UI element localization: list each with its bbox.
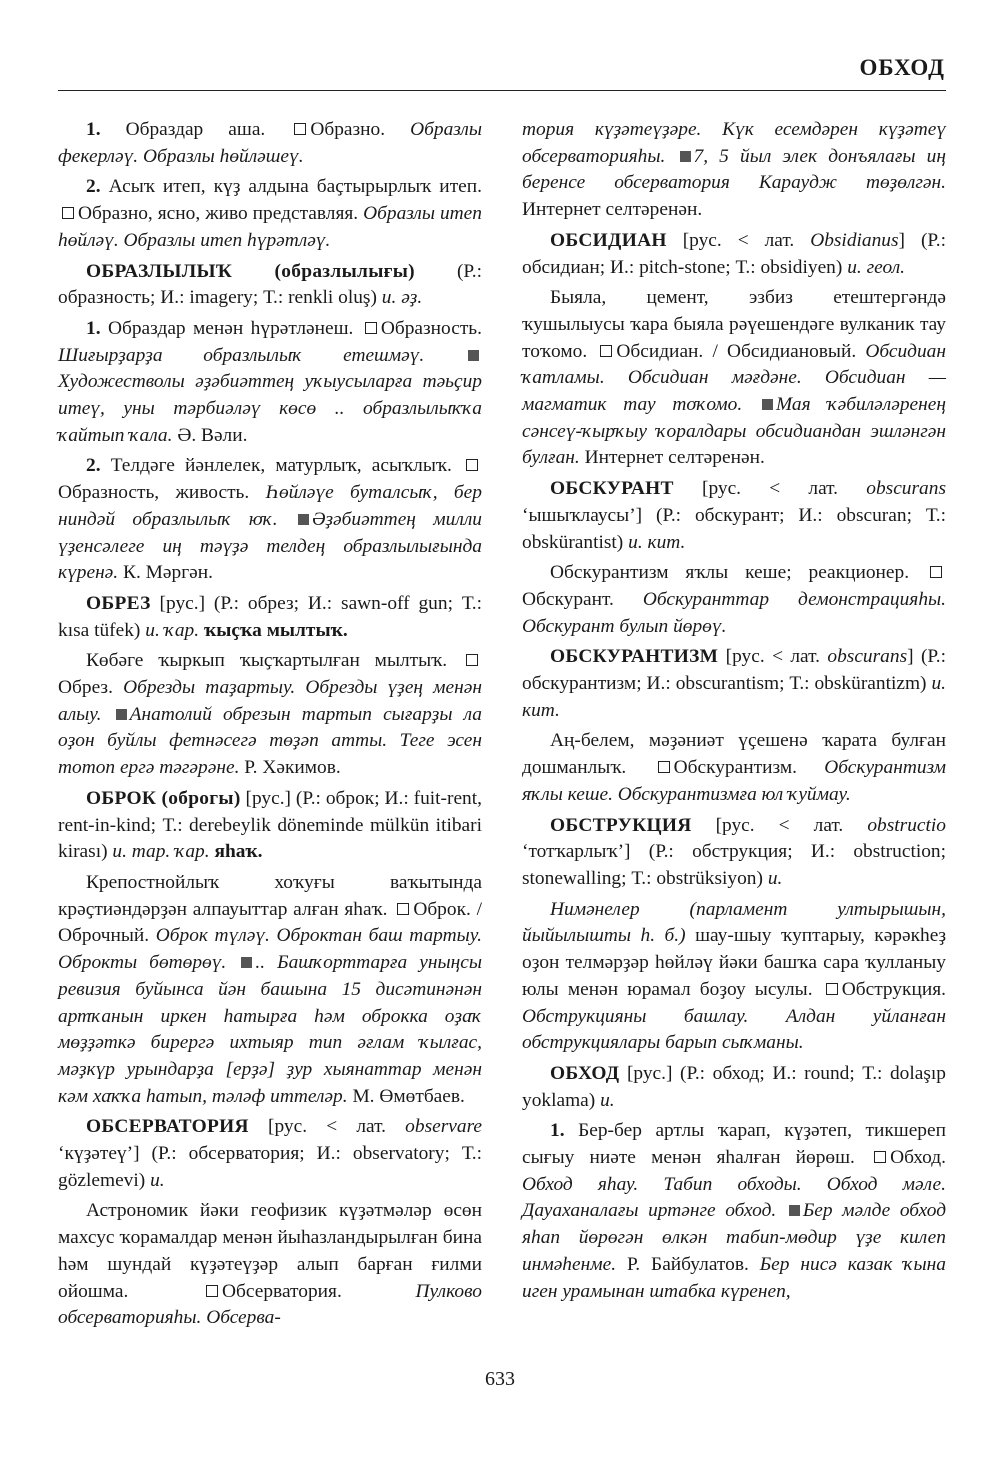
russian-equivalent-marker-icon <box>826 983 838 995</box>
etymology: [рус. < лат. <box>268 1116 386 1138</box>
usage-example: Шиғырҙарҙа образлылыҡ етешмәү. <box>58 344 425 366</box>
grammar-labels: и. геол. <box>847 256 906 278</box>
citation-author: Ә. Вәли. <box>177 424 248 446</box>
literary-citation: Художестволы әҙәбиәттең уҡыусыларға тәьҫир итеү, уны тәрбиәләү көсө .. образлылыҡҡа ҡайтып ҡала. <box>58 371 482 446</box>
sense-definition: Аң-белем, мәҙәниәт үҫешенә ҡарата булған дошманлыҡ. <box>522 730 946 779</box>
entry-obrez <box>58 591 482 644</box>
entry-obskurant <box>522 476 946 556</box>
russian-equivalent-marker-icon <box>600 345 612 357</box>
usage-example: тория күҙәтеүҙәре. Күк есемдәрен күҙәтеү обсерваторияһы. <box>522 119 946 167</box>
sense-number: 1. <box>86 317 101 339</box>
equivalents: ] (Р.: обскурантизм; И.: obscurantism; Т.: obskürantizm) <box>522 646 946 695</box>
russian-equivalent-marker-icon <box>365 322 377 334</box>
citation-marker-icon <box>116 709 127 720</box>
usage-example: Һөйләүе буталсыҡ, бер ниндәй образлылыҡ юҡ. <box>58 482 482 530</box>
sense-definition: Образдар менән һүрәтләнеш. <box>107 317 354 339</box>
usage-example: Обход яһау. Табип обходы. Обход мәле. Дауаханалағы иртәнге обход. <box>522 1173 946 1222</box>
citation-author: М. Өмөтбаев. <box>352 1085 465 1107</box>
synonym-reference: ҡыҫҡа мылтыҡ. <box>203 619 348 641</box>
entry-paragraph <box>58 453 482 587</box>
entry-paragraph: 1. Образдар аша. Образно. Образлы фекерләү. Образлы һөйләшеү. <box>58 119 482 167</box>
citation-marker-icon <box>468 350 479 361</box>
equivalents: (Р.: образность; И.: imagery; Т.: renkli oluş) <box>58 260 482 309</box>
literary-citation: .. Башҡорттарға уныңсы ревизия буйынса йән башына 15 дисәтинәнән артҡанын иркен һатырға һәм оброкка оҙаҡ мөҙҙәткә бирергә ихтыяр тип әғлам ҡылғас, мәҙкүр урындарҙа [ерҙә] ҙур хыянаттар менән кәм хаҡҡа һатып, тәләф иттеләр. <box>58 952 482 1107</box>
citation-marker-icon <box>298 514 309 525</box>
citation-author: Интернет селтәренән. <box>584 447 765 469</box>
russian-equivalent-marker-icon <box>930 566 942 578</box>
sense-definition: Көбәге ҡыркып ҡыҫҡартылған мылтыҡ. <box>86 650 448 672</box>
citation-author: Р. Байбулатов. <box>626 1253 749 1275</box>
etymon: obstructio <box>867 814 946 836</box>
russian-equivalent-marker-icon <box>874 1151 886 1163</box>
russian-equivalent-marker-icon <box>206 1285 218 1297</box>
sense-object: Нимәнелер (парламент ултырышын, йыйылышты һ. б.) <box>522 898 946 947</box>
russian-equivalent: Обскурантизм. <box>673 757 797 779</box>
etymon: obscurans <box>827 646 908 668</box>
equivalents: ‘тотҡарлыҡ’] (Р.: обструкция; И.: obstruction; stonewalling; Т.: obstrüksiyon) <box>522 841 946 889</box>
citation-marker-icon <box>241 957 252 968</box>
entry-obsidian <box>522 228 946 281</box>
entry-obskurantizm <box>522 644 946 724</box>
headword: ОБСКУРАНТ <box>550 478 674 500</box>
headword: ОБРОК (оброгы) <box>86 787 241 809</box>
headword: ОБСЕРВАТОРИЯ <box>86 1116 249 1138</box>
sense-definition: Обскурантизм яҡлы кеше; реакционер. <box>550 562 910 584</box>
russian-equivalent-marker-icon <box>294 123 306 135</box>
etymology: [рус. < лат. <box>682 229 795 251</box>
russian-equivalent: Обструкция. <box>841 978 946 1000</box>
entry-paragraph <box>58 316 482 450</box>
etymon: observare <box>405 1116 482 1138</box>
russian-equivalent: Образность, живость. <box>58 482 250 504</box>
russian-equivalent: Обскурант. <box>522 588 614 610</box>
usage-example: Образлы фекерләү. Образлы һөйләшеү. <box>58 119 482 167</box>
etymology: [рус. < лат. <box>725 646 821 668</box>
russian-equivalent: Обсерватория. <box>222 1280 342 1302</box>
russian-equivalent: Образность. <box>380 317 482 339</box>
russian-equivalent-marker-icon <box>466 654 478 666</box>
usage-example: Обскуранттар демонстрацияһы. Обскурант булып йөрөү. <box>522 588 946 637</box>
usage-example: Обскурантизм яҡлы кеше. Обскурантизмға юл ҡуймау. <box>522 757 946 805</box>
usage-example: Обсидиан ҡатламы. Обсидиан мәғдәне. Обсидиан — магматик тау тоҡомо. <box>522 340 946 416</box>
entry-paragraph <box>522 285 946 472</box>
etymon: obscurans <box>866 478 946 500</box>
russian-equivalent-marker-icon <box>62 207 74 219</box>
usage-example: Оброк түләү. Оброктан баш тартыу. Оброкты бөтөрөү. <box>58 925 482 974</box>
header-rule <box>58 90 946 91</box>
russian-equivalent-marker-icon <box>466 459 478 471</box>
grammar-labels: и. ҡар. <box>145 619 200 641</box>
entry-paragraph <box>522 560 946 640</box>
citation-author: К. Мәргән. <box>123 562 213 584</box>
usage-example: Обструкцияны башлау. Алдан уйланған обструкциялары барып сыҡманы. <box>522 1005 946 1054</box>
literary-citation: Бер нисә казак ҡына иген урамынан штабка күренеп, <box>522 1253 946 1302</box>
russian-equivalent: Оброк. / Оброчный. <box>58 898 482 947</box>
entry-paragraph <box>522 1118 946 1305</box>
headword: ОБСИДИАН <box>550 229 667 251</box>
sense-definition: шау-шыу ҡуптарыу, кәрәкһеҙ оҙон телмәрҙәр һөйләү йәки башҡа сара ҡулланыу юлы менән юрамал боҙоу ысулы. <box>522 925 946 1000</box>
russian-equivalent: Обрез. <box>58 677 113 699</box>
sense-definition: Крепостнойлыҡ хоҡуғы ваҡытында крәҫтиәндәрҙән алпауыттар алған яһаҡ. <box>58 871 482 920</box>
citation-author: Р. Хәкимов. <box>244 757 341 779</box>
literary-citation: Әҙәбиәттең милли үҙенсәлеге иң тәүҙә телдең образлылығында күренә. <box>58 508 482 584</box>
grammar-labels: и. тар. ҡар. <box>112 841 210 863</box>
entry-paragraph <box>58 648 482 782</box>
entry-paragraph <box>522 897 946 1057</box>
etymology: [рус. < лат. <box>701 478 839 500</box>
russian-equivalent: Обсидиан. / Обсидиановый. <box>616 340 857 362</box>
entry-obrazlylyk <box>58 259 482 312</box>
headword: ОБСТРУКЦИЯ <box>550 814 692 836</box>
etymology: [рус. < лат. <box>715 814 844 836</box>
russian-equivalent: Обход. <box>890 1147 946 1169</box>
entry-paragraph <box>522 117 946 224</box>
headword: ОБСКУРАНТИЗМ <box>550 646 719 668</box>
equivalents: ‘күҙәтеү’] (Р.: обсерватория; И.: observatory; Т.: gözlemevi) <box>58 1143 482 1191</box>
entry-obrok <box>58 786 482 866</box>
equivalents: [рус.] (Р.: обход; И.: round; Т.: dolaşıp yoklama) <box>522 1062 946 1111</box>
synonym-reference: яһаҡ. <box>214 841 263 863</box>
page-number: 633 <box>485 1368 515 1390</box>
grammar-labels: и. кит. <box>522 673 946 721</box>
sense-number: 1. <box>550 1120 565 1142</box>
usage-example: Пулково обсерваторияһы. Обсерва- <box>58 1280 482 1329</box>
equivalents: [рус.] (Р.: обрез; И.: sawn-off gun; Т.: kısa tüfek) <box>58 592 482 641</box>
headword: ОБРЕЗ <box>86 592 151 614</box>
usage-example: Образлы итеп һөйләү. Образлы итеп һүрәтләү. <box>58 203 482 251</box>
grammar-labels: и. әҙ. <box>381 287 423 309</box>
citation-marker-icon <box>762 399 773 410</box>
literary-citation: 7, 5 йыл элек донъялағы иң беренсе обсерватория Караудж төҙөлгән. <box>522 145 946 194</box>
russian-equivalent: Образно. <box>310 119 386 140</box>
entry-obkhod <box>522 1061 946 1114</box>
entry-paragraph <box>58 870 482 1110</box>
sense-definition: Быяла, цемент, эзбиз етештергәндә ҡушылыусы ҡара быяла рәүешендәге вулканик тау тоҡомо. <box>522 287 946 362</box>
literary-citation: Мая ҡәбиләләренең сәнсеү-ҡырҡыу ҡоралдары обсидиандан эшләнгән булған. <box>522 394 946 469</box>
sense-definition: Образдар аша. <box>125 119 266 140</box>
usage-example: Обрезды таҙартыу. Обрезды үҙең менән алыу. <box>58 677 482 725</box>
etymon: Obsidianus <box>810 229 899 251</box>
headword: ОБРАЗЛЫЛЫҠ (образлылығы) <box>86 260 415 282</box>
citation-marker-icon <box>789 1205 800 1216</box>
sense-definition: Астрономик йәки геофизик күҙәтмәләр өсөн махсус ҡорамалдар менән йыһазландырылған бина һәм шундай күҙәтеүҙәр алып барған ғилми ойошма. <box>58 1200 482 1302</box>
entry-paragraph <box>522 728 946 808</box>
entry-obstruktsiya <box>522 813 946 893</box>
sense-definition: Бер-бер артлы ҡарап, күҙәтеп, тикшереп сығыу ниәте менән яһалған йөрөш. <box>522 1120 946 1169</box>
literary-citation: Анатолий обрезын тартып сығарҙы ла оҙон буйлы фетнәсегә төҙәп атты. Теге эсен тотоп ергә тәгәрәне. <box>58 703 482 779</box>
left-column <box>58 117 482 1336</box>
sense-definition: Телдәге йәнлелек, матурлыҡ, асыҡлыҡ. <box>110 455 452 477</box>
russian-equivalent-marker-icon <box>658 761 670 773</box>
citation-author: Интернет селтәренән. <box>522 199 703 221</box>
entry-observatoriya <box>58 1114 482 1194</box>
equivalents: [рус.] (Р.: оброк; И.: fuit-rent, rent-in-kind; Т.: derebeylik döneminde mülkün itibari kirası) <box>58 787 482 863</box>
sense-number: 2. <box>86 176 101 198</box>
literary-citation: Бер мәлде обход яһап йөрөгән өлкән табип-мөдир үҙе килеп инмәһенме. <box>522 1200 947 1275</box>
entry-paragraph <box>58 174 482 254</box>
russian-equivalent: Образно, ясно, живо представляя. <box>78 203 359 225</box>
equivalents: ] (Р.: обсидиан; И.: pitch-stone; Т.: obsidiyen) <box>522 229 946 278</box>
right-column <box>522 117 946 1309</box>
grammar-labels: и. кит. <box>628 531 686 553</box>
headword: ОБХОД <box>550 1062 620 1084</box>
sense-number: 2. <box>86 455 101 477</box>
running-head: ОБХОД <box>859 55 945 80</box>
equivalents: ‘ышыҡлаусы’] (Р.: обскурант; И.: obscuran; Т.: obskürantist) <box>522 504 946 553</box>
entry-paragraph <box>58 1198 482 1332</box>
russian-equivalent-marker-icon <box>397 903 409 915</box>
grammar-labels: и. <box>150 1169 165 1191</box>
grammar-labels: и. <box>600 1089 615 1111</box>
citation-marker-icon <box>680 151 691 162</box>
grammar-labels: и. <box>767 867 783 889</box>
sense-definition: Асыҡ итеп, күҙ алдына баҫтырырлыҡ итеп. <box>108 176 482 198</box>
